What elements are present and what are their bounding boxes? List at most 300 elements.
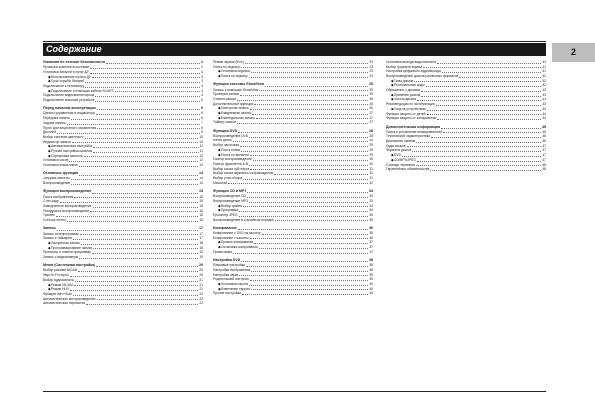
- header-bar: [43, 43, 546, 56]
- toc-entry-title: Подключение внешних устройств: [43, 98, 95, 102]
- toc-entry-page: 43: [542, 92, 546, 97]
- dot-leader: [57, 133, 200, 134]
- toc-entry-title: Запись: [43, 226, 56, 231]
- toc-entry-title: Прочие настройки: [213, 291, 241, 296]
- dot-leader: [402, 156, 541, 157]
- dot-leader: [93, 152, 199, 153]
- toc-entry-title: Автоматическое воспроизведение: [43, 296, 96, 301]
- toc-entry-title: Сортировка каналов: [51, 153, 83, 158]
- toc-entry-title: Воспроизведение: [43, 181, 71, 186]
- toc-entry-page: 34: [369, 203, 373, 208]
- toc-entry-title: Функции системы ShowView: [213, 82, 265, 87]
- toc-entry-page: 25: [369, 82, 373, 87]
- dot-leader: [70, 290, 198, 291]
- toc-entry-title: Типы дисков: [394, 78, 414, 83]
- toc-entry-page: 4: [201, 88, 203, 93]
- toc-entry-title: Отмена записи: [213, 96, 237, 101]
- dot-leader: [247, 197, 368, 198]
- toc-entry-title: Примечания: [213, 249, 233, 254]
- toc-entry-page: 21: [199, 277, 203, 282]
- toc-entry-title: Масштаб: [213, 180, 228, 185]
- page-title: Содержание: [46, 44, 102, 54]
- toc-entry: [213, 120, 373, 125]
- dot-leader: [416, 142, 541, 143]
- toc-entry-page: 41: [542, 60, 546, 64]
- toc-entry: [43, 301, 203, 306]
- toc-entry-page: 4: [201, 93, 203, 98]
- toc-entry-title: Выбор системы цветности: [43, 134, 84, 139]
- toc-entry-title: Воспроизведение в случайном порядке: [213, 217, 274, 222]
- toc-entry-title: Настройка DVD: [213, 258, 241, 263]
- toc-entry-page: 22: [199, 296, 203, 301]
- bullet-icon: ◆: [218, 240, 221, 245]
- toc-entry-page: 43: [542, 88, 546, 93]
- toc-entry-page: 14: [199, 181, 203, 186]
- toc-entry-title: Родительский контроль: [213, 277, 249, 282]
- toc-entry-title: Поиск по индексу: [213, 64, 240, 69]
- toc-entry-page: 31: [369, 171, 373, 176]
- bullet-icon: ◆: [48, 148, 51, 153]
- toc-entry-page: 29: [369, 147, 373, 152]
- toc-entry-title: Пульт дистанционного управления: [43, 125, 97, 130]
- toc-entry-title: Копирование с кассеты: [213, 235, 249, 240]
- dot-leader: [421, 96, 541, 97]
- toc-entry-page: 5: [201, 98, 203, 102]
- toc-entry-page: 41: [542, 64, 546, 69]
- dot-leader: [92, 193, 198, 194]
- toc-entry-title: Подключение к телевизору: [43, 83, 85, 88]
- dot-leader: [240, 95, 368, 96]
- toc-entry-page: 47: [542, 157, 546, 162]
- dot-leader: [81, 244, 198, 245]
- toc-entry-page: 7: [201, 120, 203, 125]
- toc-entry-page: 42: [542, 83, 546, 88]
- page-tab-number: 2: [570, 47, 576, 57]
- dot-leader: [251, 72, 368, 73]
- toc-entry-title: CD/MP3/JPEG: [394, 157, 416, 162]
- bullet-icon: ◆: [48, 240, 51, 245]
- bullet-icon: ◆: [48, 144, 51, 149]
- toc-entry-title: Проверка записи: [213, 92, 240, 97]
- toc-entry-title: Запись с видеокамеры: [43, 255, 79, 259]
- toc-entry-page: 2: [201, 60, 203, 64]
- dot-leader: [78, 271, 198, 272]
- toc-entry-page: 6: [201, 111, 203, 116]
- dot-leader: [421, 91, 541, 92]
- dot-leader: [95, 96, 200, 97]
- dot-leader: [437, 119, 541, 120]
- toc-entry-title: Воспроизведение DVD: [213, 133, 249, 138]
- dot-leader: [92, 77, 200, 78]
- dot-leader: [436, 105, 542, 106]
- toc-entry-page: 36: [369, 225, 373, 230]
- dot-leader: [90, 73, 200, 74]
- dot-leader: [251, 289, 368, 290]
- dot-leader: [427, 114, 542, 115]
- bullet-icon: ◆: [48, 282, 51, 287]
- dot-leader: [442, 72, 541, 73]
- toc-entry-title: Функции DVD: [213, 128, 238, 133]
- toc-entry-title: Функция защиты от детей: [386, 111, 426, 116]
- toc-entry-page: 42: [542, 78, 546, 83]
- bullet-icon: ◆: [48, 245, 51, 250]
- toc-entry-page: 45: [542, 129, 546, 134]
- toc-entry-page: 35: [369, 217, 373, 222]
- toc-entry-page: 17: [199, 236, 203, 241]
- toc-entry-page: 43: [542, 106, 546, 111]
- dot-leader: [97, 109, 200, 110]
- dot-leader: [90, 68, 200, 69]
- toc-entry-page: 25: [369, 87, 373, 92]
- toc-entry-title: Задняя панель: [43, 120, 66, 125]
- toc-entry-title: Еженедельная запись: [221, 115, 255, 120]
- toc-entry-page: 42: [542, 74, 546, 79]
- toc-entry-title: Рекомендации по эксплуатации: [386, 102, 435, 107]
- dot-leader: [265, 86, 368, 87]
- toc-entry: [43, 98, 203, 103]
- toc-entry-page: 11: [199, 144, 203, 149]
- dot-leader: [254, 104, 368, 105]
- dot-leader: [74, 285, 199, 286]
- toc-entry-page: 2: [201, 65, 203, 70]
- dot-leader: [423, 67, 541, 68]
- toc-entry: [386, 116, 546, 121]
- toc-entry-page: 14: [199, 176, 203, 181]
- toc-entry-title: Функция Intro Scan: [43, 291, 72, 296]
- toc-entry-page: 41: [542, 69, 546, 74]
- dot-leader: [253, 160, 369, 161]
- toc-entry-title: Диапазоны приёма: [386, 139, 416, 144]
- dot-leader: [417, 100, 541, 101]
- bullet-icon: ◆: [48, 74, 51, 79]
- toc-entry: [43, 181, 203, 186]
- toc-entry-page: 9: [201, 130, 203, 135]
- dot-leader: [259, 248, 369, 249]
- toc-entry-page: 15: [199, 194, 203, 199]
- toc-entry-title: Просмотр и отмена программы: [43, 250, 91, 255]
- toc-entry-page: 10: [199, 134, 203, 139]
- dot-leader: [85, 138, 199, 139]
- toc-entry-title: Просмотр JPEG: [213, 212, 238, 217]
- toc-entry-page: 43: [542, 97, 546, 102]
- toc-entry-title: Настройки звука: [213, 272, 239, 277]
- toc-entry-title: Повтор фрагмента A-B: [213, 161, 249, 166]
- bullet-icon: ◆: [218, 106, 221, 111]
- toc-entry-page: 28: [369, 133, 373, 138]
- dot-leader: [106, 63, 200, 64]
- toc-entry-title: Загрузка кассеты: [43, 176, 70, 181]
- toc-entry-page: 20: [199, 273, 203, 278]
- toc-entry-page: 38: [369, 263, 373, 268]
- toc-entry-title: Программирование записи: [51, 245, 93, 250]
- dot-leader: [233, 253, 368, 254]
- bullet-icon: ◆: [218, 115, 221, 120]
- toc-entry-title: Воспроизведение дисков различных форматов: [386, 74, 459, 79]
- toc-entry-title: Выбор заголовка: [213, 143, 240, 148]
- toc-entry-page: 21: [199, 282, 203, 287]
- dot-leader: [256, 118, 369, 119]
- toc-entry-page: 26: [369, 96, 373, 101]
- toc-entry-page: 19: [199, 255, 203, 259]
- toc-entry-title: Режим NICAM: [51, 282, 73, 287]
- dot-leader: [71, 179, 199, 180]
- toc-entry-title: Программа: [221, 208, 239, 213]
- dot-leader: [243, 179, 368, 180]
- dot-leader: [262, 234, 369, 235]
- toc-entry-page: 29: [369, 152, 373, 157]
- dot-leader: [80, 234, 198, 235]
- toc-entry-title: Трекинг: [43, 213, 55, 218]
- dot-leader: [407, 146, 542, 147]
- toc-entry-title: Ежедневная запись: [221, 110, 252, 115]
- toc-entry-page: 22: [199, 301, 203, 306]
- bullet-icon: ◆: [218, 282, 221, 287]
- toc-entry-title: Повторная запись: [221, 106, 249, 111]
- dot-leader: [249, 165, 368, 166]
- toc-entry-page: 25: [369, 92, 373, 97]
- toc-entry-page: 23: [369, 69, 373, 74]
- toc-entry-title: Выбор режима NICAM: [43, 268, 78, 273]
- dot-leader: [249, 202, 368, 203]
- bullet-icon: ◆: [218, 74, 221, 79]
- dot-leader: [247, 192, 368, 193]
- dot-leader: [251, 271, 368, 272]
- toc-entry-page: 37: [369, 249, 373, 254]
- toc-entry-page: 27: [369, 120, 373, 125]
- toc-entry-page: 18: [199, 240, 203, 245]
- dot-leader: [239, 275, 368, 276]
- toc-entry-page: 17: [199, 226, 203, 231]
- dot-leader: [437, 63, 541, 64]
- dot-leader: [250, 238, 369, 239]
- bullet-icon: ◆: [391, 157, 394, 162]
- toc-entry-page: 28: [369, 138, 373, 143]
- toc-entry-title: Форматы дисков: [386, 148, 412, 153]
- dot-leader: [259, 90, 368, 91]
- dot-leader: [241, 261, 368, 262]
- toc-entry-title: Дополнительные функции: [213, 101, 254, 106]
- toc-entry-title: Выбор файла: [221, 203, 243, 208]
- dot-leader: [250, 109, 369, 110]
- toc-entry-page: 43: [542, 102, 546, 107]
- bullet-icon: ◆: [218, 208, 221, 213]
- toc-entry-title: Прямое копирование: [221, 240, 254, 245]
- toc-entry-page: 15: [199, 199, 203, 204]
- bullet-icon: ◆: [218, 152, 221, 157]
- dot-leader: [243, 206, 368, 207]
- dot-leader: [67, 124, 200, 125]
- dot-leader: [416, 165, 541, 166]
- toc-entry-title: Меню диска: [213, 138, 232, 143]
- toc-entry-page: 26: [369, 101, 373, 106]
- bullet-icon: ◆: [48, 79, 51, 84]
- toc-entry-title: Установка индекса: [221, 69, 250, 74]
- toc-entry-page: 33: [369, 188, 373, 193]
- toc-entry-page: 23: [369, 64, 373, 69]
- dot-leader: [85, 82, 200, 83]
- bullet-icon: ◆: [218, 286, 221, 291]
- dot-leader: [426, 86, 542, 87]
- bullet-icon: ◆: [391, 92, 394, 97]
- toc-entry-title: Установка батарей в пульт ДУ: [43, 69, 90, 74]
- toc-entry-page: 20: [199, 268, 203, 273]
- toc-entry: [213, 181, 373, 186]
- dot-leader: [67, 221, 199, 222]
- dot-leader: [252, 114, 368, 115]
- toc-entry: [43, 163, 203, 168]
- toc-entry-title: Хранение дисков: [394, 92, 421, 97]
- toc-entry-title: Функции воспроизведения: [43, 189, 92, 194]
- toc-entry-page: 15: [199, 204, 203, 209]
- dot-leader: [56, 216, 199, 217]
- toc-entry-page: 22: [199, 291, 203, 296]
- toc-entry-page: 27: [369, 115, 373, 120]
- toc-entry-page: 47: [542, 148, 546, 153]
- toc-entry-page: 12: [199, 153, 203, 158]
- bullet-icon: ◆: [48, 88, 51, 93]
- toc-entry-title: Органы управления и индикаторы: [43, 111, 96, 116]
- toc-entry-title: Стоп-кадр: [43, 199, 59, 204]
- toc-entry: [43, 218, 203, 223]
- dot-leader: [79, 175, 198, 176]
- toc-entry-title: Поиск изображения: [43, 194, 74, 199]
- dot-leader: [241, 151, 368, 152]
- toc-entry-page: 14: [199, 171, 203, 176]
- toc-entry-title: Замедленное воспроизведение: [43, 204, 92, 209]
- bullet-icon: ◆: [218, 203, 221, 208]
- dot-leader: [414, 81, 541, 82]
- top-rule: [43, 41, 546, 42]
- toc-entry-page: 44: [542, 111, 546, 116]
- toc-entry-title: Ручная настройка каналов: [51, 148, 93, 153]
- toc-entry-title: Дополнительная информация: [386, 124, 441, 129]
- dot-leader: [69, 161, 198, 162]
- bullet-icon: ◆: [391, 106, 394, 111]
- bullet-icon: ◆: [391, 153, 394, 158]
- toc-entry-title: Установка часов: [43, 158, 69, 163]
- dot-leader: [71, 119, 200, 120]
- bullet-icon: ◆: [218, 147, 221, 152]
- dot-leader: [249, 137, 368, 138]
- toc-entry-title: Указания по технике безопасности: [43, 60, 105, 64]
- toc-entry-page: 33: [369, 198, 373, 203]
- toc-entry-page: 31: [369, 166, 373, 171]
- toc-entry-title: Настройка цифрового аудиовыхода: [386, 69, 441, 74]
- toc-entry-page: 37: [369, 240, 373, 245]
- dot-leader: [246, 266, 368, 267]
- toc-entry-page: 6: [201, 116, 203, 121]
- dot-leader: [79, 166, 199, 167]
- toc-entry-title: Остановка копирования: [221, 245, 258, 250]
- toc-entry: [213, 74, 373, 79]
- toc-entry-page: 37: [369, 245, 373, 250]
- bullet-icon: ◆: [218, 245, 221, 250]
- dot-leader: [412, 151, 541, 152]
- dot-leader: [250, 155, 369, 156]
- toc-entry-title: Коды языков: [386, 143, 406, 148]
- toc-entry-page: 26: [369, 106, 373, 111]
- toc-entry-title: Передняя панель: [43, 116, 70, 121]
- toc-entry-page: 40: [369, 291, 373, 296]
- toc-entry-page: 30: [369, 161, 373, 166]
- dot-leader: [249, 285, 368, 286]
- toc-entry-page: 11: [199, 148, 203, 153]
- toc-entry-page: 20: [199, 263, 203, 268]
- toc-entry-title: Выбор аудиоканала: [43, 277, 74, 282]
- toc-entry-title: Поиск по индексу: [221, 74, 248, 79]
- toc-entry-title: Счётчик ленты: [43, 218, 66, 223]
- dot-leader: [238, 229, 368, 230]
- toc-entry-title: Словарь терминов: [386, 162, 415, 167]
- toc-entry-title: Дисплей: [43, 130, 57, 135]
- dot-leader: [93, 207, 199, 208]
- dot-leader: [96, 266, 198, 267]
- dot-leader: [86, 304, 198, 305]
- toc-entry-title: Звук Hi-Fi стерео: [43, 273, 70, 278]
- toc-entry-title: Перед началом эксплуатации: [43, 106, 96, 111]
- toc-entry-page: 35: [369, 212, 373, 217]
- bullet-icon: ◆: [391, 78, 394, 83]
- dot-leader: [250, 280, 368, 281]
- toc-entry-page: 36: [369, 231, 373, 236]
- toc-entry-page: 47: [542, 153, 546, 158]
- toc-entry-page: 38: [369, 267, 373, 272]
- toc-entry-page: 21: [199, 287, 203, 292]
- toc-entry-title: Автоматическая перемотка: [43, 301, 85, 306]
- toc-entry-title: Использование пульта ДУ: [51, 74, 91, 79]
- toc-entry-page: 40: [369, 286, 373, 291]
- toc-entry-page: 24: [369, 74, 373, 79]
- toc-entry: [43, 255, 203, 260]
- toc-entry-page: 47: [542, 143, 546, 148]
- dot-leader: [237, 123, 368, 124]
- toc-entry-title: Копирование с DVD на кассету: [213, 231, 261, 236]
- toc-entry-title: Таймер записи: [213, 120, 236, 125]
- toc-entry-title: Запись с помощью ShowView: [213, 87, 259, 92]
- toc-entry-title: Региональные коды: [394, 83, 425, 88]
- dot-leader: [275, 220, 369, 221]
- toc-entry-page: 12: [199, 158, 203, 163]
- toc-entry-title: Запись с таймером: [43, 236, 73, 241]
- toc-entry-title: Выбор формата экрана: [386, 64, 423, 69]
- toc-entry-page: 46: [542, 139, 546, 144]
- dot-leader: [57, 230, 198, 231]
- dot-leader: [85, 87, 200, 88]
- dot-leader: [241, 67, 369, 68]
- bullet-icon: ◆: [391, 83, 394, 88]
- toc-entry-page: 28: [369, 128, 373, 133]
- dot-leader: [70, 276, 198, 277]
- toc-entry-title: DVD: [394, 153, 401, 158]
- toc-entry-page: 17: [199, 231, 203, 236]
- dot-leader: [75, 281, 199, 282]
- dot-leader: [417, 161, 541, 162]
- toc-entry-title: Изменение пароля: [221, 286, 250, 291]
- toc-entry: [213, 291, 373, 296]
- toc-entry-page: 40: [369, 282, 373, 287]
- toc-entry-title: Автоматическая настройка: [51, 144, 93, 149]
- dot-leader: [97, 299, 199, 300]
- toc-entry-title: Ускоренная запись: [51, 240, 81, 245]
- dot-leader: [233, 141, 369, 142]
- dot-leader: [72, 142, 199, 143]
- toc-entry-title: Подключение видеомагнитофона: [43, 93, 95, 98]
- dot-leader: [97, 128, 200, 129]
- dot-leader: [441, 128, 541, 129]
- dot-leader: [96, 114, 200, 115]
- toc-entry-page: 32: [369, 180, 373, 185]
- toc-entry-title: Настройки изображения: [213, 267, 251, 272]
